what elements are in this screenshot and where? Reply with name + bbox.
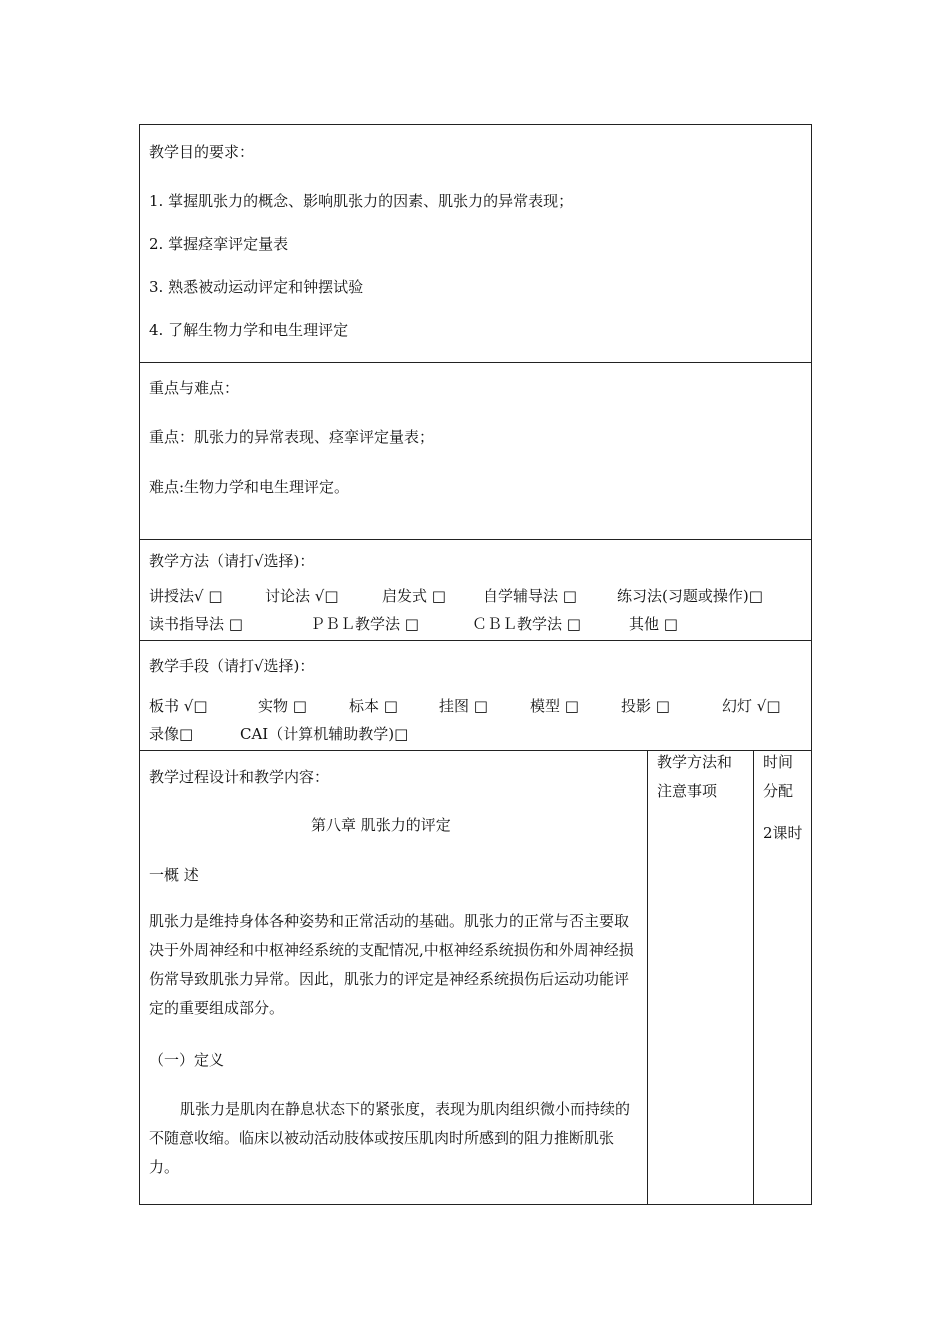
methods-heading: 教学方法（请打√选择)： [149, 552, 315, 570]
method-option[interactable]: 练习法(习题或操作)□ [617, 587, 763, 605]
method-option[interactable]: 讲授法√ □ [149, 587, 223, 605]
divider-keypoints [140, 539, 811, 540]
method-option[interactable]: ＰＢＬ教学法 □ [310, 615, 419, 633]
divider-notes-column [647, 750, 648, 1204]
overview-paragraph: 肌张力是维持身体各种姿势和正常活动的基础。肌张力的正常与否主要取决于外周神经和中枢神经系统的支配情况,中枢神经系统损伤和外周神经损伤常导致肌张力异常。因此，肌张力的评定是神经系统损伤后运动功能评定的重要组成部分。 [149, 912, 634, 1017]
keypoints-heading: 重点与难点： [149, 379, 240, 397]
method-option[interactable]: 自学辅导法 □ [483, 587, 577, 605]
divider-methods [140, 640, 811, 641]
method-option[interactable]: 启发式 □ [382, 587, 446, 605]
means-option[interactable]: 幻灯 √□ [722, 697, 781, 715]
means-option[interactable]: 模型 □ [530, 697, 579, 715]
lesson-plan-table [139, 124, 812, 1205]
means-option[interactable]: 板书 √□ [149, 697, 208, 715]
difficult-point-text: 难点:生物力学和电生理评定。 [149, 478, 350, 496]
divider-objectives [140, 362, 811, 363]
means-heading: 教学手段（请打√选择)： [149, 657, 315, 675]
time-column-header: 时间分配 [763, 753, 794, 800]
objective-item: 1. 掌握肌张力的概念、影响肌张力的因素、肌张力的异常表现； [149, 192, 574, 210]
divider-time-column [753, 750, 754, 1204]
process-heading: 教学过程设计和教学内容： [149, 768, 330, 786]
means-option[interactable]: 标本 □ [349, 697, 398, 715]
means-option[interactable]: CAI（计算机辅助教学)□ [240, 725, 409, 743]
objective-item: 4. 了解生物力学和电生理评定 [149, 321, 349, 339]
means-option[interactable]: 录像□ [149, 725, 194, 743]
key-point-text: 重点：肌张力的异常表现、痉挛评定量表； [149, 428, 435, 446]
section-title: 一概 述 [149, 866, 199, 884]
objective-item: 2. 掌握痉挛评定量表 [149, 235, 289, 253]
method-option[interactable]: 讨论法 √□ [265, 587, 339, 605]
notes-column-header: 教学方法和注意事项 [657, 753, 733, 800]
means-option[interactable]: 挂图 □ [439, 697, 488, 715]
objectives-heading: 教学目的要求： [149, 143, 255, 161]
subsection-title: （一）定义 [149, 1051, 225, 1069]
method-option[interactable]: ＣＢＬ教学法 □ [472, 615, 581, 633]
objective-item: 3. 熟悉被动运动评定和钟摆试验 [149, 278, 364, 296]
method-option[interactable]: 读书指导法 □ [149, 615, 243, 633]
method-option[interactable]: 其他 □ [629, 615, 678, 633]
means-option[interactable]: 实物 □ [258, 697, 307, 715]
chapter-title: 第八章 肌张力的评定 [311, 816, 451, 834]
means-option[interactable]: 投影 □ [621, 697, 670, 715]
time-allocation-value: 2课时 [763, 824, 803, 842]
definition-paragraph: 肌张力是肌肉在静息状态下的紧张度，表现为肌肉组织微小而持续的不随意收缩。临床以被动活动肢体或按压肌肉时所感到的阻力推断肌张力。 [149, 1100, 631, 1176]
